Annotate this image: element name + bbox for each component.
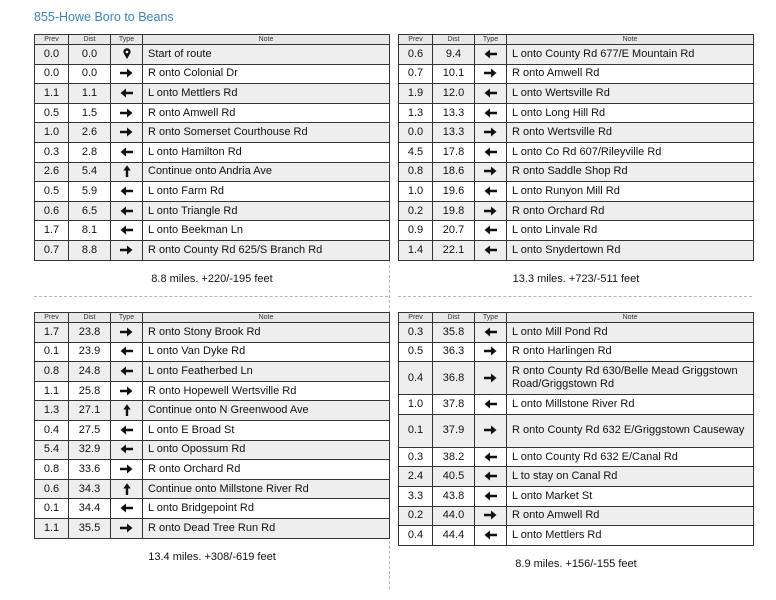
cue-row — [399, 182, 754, 202]
right-arrow-icon — [120, 385, 133, 397]
cue-row — [35, 221, 390, 241]
type-cell — [111, 381, 143, 401]
dist-cell: 13.3 — [433, 103, 475, 123]
prev-cell: 2.6 — [35, 162, 69, 182]
right-arrow-icon — [120, 326, 133, 338]
cue-row — [35, 84, 390, 104]
note-cell: R onto Amwell Rd — [507, 64, 754, 84]
cue-row — [399, 447, 754, 467]
right-arrow-icon — [120, 463, 133, 475]
note-cell: R onto Harlingen Rd — [507, 342, 754, 362]
note-cell: R onto County Rd 625/S Branch Rd — [143, 240, 390, 260]
right-arrow-icon — [120, 244, 133, 256]
col-dist-header: Dist — [433, 313, 475, 323]
prev-cell: 0.6 — [35, 479, 69, 499]
type-cell — [111, 123, 143, 143]
dist-cell: 37.8 — [433, 395, 475, 415]
note-cell: R onto Somerset Courthouse Rd — [143, 123, 390, 143]
type-cell — [475, 486, 507, 506]
dist-cell: 27.1 — [69, 401, 111, 421]
note-cell: L onto Opossum Rd — [143, 440, 390, 460]
cue-table — [398, 312, 754, 546]
cue-row — [399, 467, 754, 487]
prev-cell: 1.3 — [399, 103, 433, 123]
dist-cell: 8.8 — [69, 240, 111, 260]
prev-cell: 0.4 — [35, 420, 69, 440]
left-arrow-icon — [120, 185, 133, 197]
note-cell: L onto Wertsville Rd — [507, 84, 754, 104]
type-cell — [475, 506, 507, 526]
prev-cell: 0.8 — [399, 162, 433, 182]
right-arrow-icon — [484, 67, 497, 79]
prev-cell: 1.0 — [35, 123, 69, 143]
type-cell — [475, 221, 507, 241]
note-cell: L to stay on Canal Rd — [507, 467, 754, 487]
col-dist-header: Dist — [433, 35, 475, 45]
left-arrow-icon — [484, 326, 497, 338]
note-cell: Continue onto Andria Ave — [143, 162, 390, 182]
type-cell — [475, 201, 507, 221]
note-cell: L onto Hamilton Rd — [143, 142, 390, 162]
type-cell — [475, 526, 507, 546]
header-row — [399, 35, 754, 45]
note-cell: R onto Stony Brook Rd — [143, 323, 390, 343]
note-cell: L onto Mill Pond Rd — [507, 323, 754, 343]
note-cell: Continue onto N Greenwood Ave — [143, 401, 390, 421]
cue-section-3 — [34, 312, 390, 563]
right-arrow-icon — [484, 165, 497, 177]
prev-cell: 0.5 — [35, 103, 69, 123]
prev-cell: 0.1 — [35, 499, 69, 519]
dist-cell: 32.9 — [69, 440, 111, 460]
type-cell — [475, 395, 507, 415]
cue-row — [35, 342, 390, 362]
dist-cell: 33.6 — [69, 460, 111, 480]
dist-cell: 9.4 — [433, 45, 475, 65]
cue-row — [399, 506, 754, 526]
cue-row — [35, 45, 390, 65]
straight-arrow-icon — [123, 404, 131, 416]
prev-cell: 0.7 — [399, 64, 433, 84]
type-cell — [111, 460, 143, 480]
prev-cell: 0.6 — [399, 45, 433, 65]
dist-cell: 23.9 — [69, 342, 111, 362]
cue-row — [35, 323, 390, 343]
note-cell: R onto Orchard Rd — [507, 201, 754, 221]
dist-cell: 44.0 — [433, 506, 475, 526]
note-cell: L onto Triangle Rd — [143, 201, 390, 221]
type-cell — [475, 362, 507, 395]
cue-row — [399, 342, 754, 362]
dist-cell: 25.8 — [69, 381, 111, 401]
dist-cell: 12.0 — [433, 84, 475, 104]
dist-cell: 34.4 — [69, 499, 111, 519]
prev-cell: 2.4 — [399, 467, 433, 487]
cue-row — [399, 526, 754, 546]
dist-cell: 24.8 — [69, 362, 111, 382]
cue-row — [399, 64, 754, 84]
type-cell — [111, 162, 143, 182]
type-cell — [111, 420, 143, 440]
note-cell: L onto Market St — [507, 486, 754, 506]
prev-cell: 1.0 — [399, 395, 433, 415]
left-arrow-icon — [484, 490, 497, 502]
type-cell — [475, 64, 507, 84]
cue-row — [35, 240, 390, 260]
right-arrow-icon — [484, 509, 497, 521]
note-cell: Continue onto Millstone River Rd — [143, 479, 390, 499]
note-cell: L onto County Rd 677/E Mountain Rd — [507, 45, 754, 65]
dist-cell: 2.6 — [69, 123, 111, 143]
dist-cell: 44.4 — [433, 526, 475, 546]
cue-row — [399, 142, 754, 162]
cue-row — [399, 486, 754, 506]
cue-row — [35, 64, 390, 84]
cue-row — [35, 420, 390, 440]
type-cell — [475, 342, 507, 362]
dist-cell: 13.3 — [433, 123, 475, 143]
left-arrow-icon — [484, 244, 497, 256]
start-pin-icon — [123, 48, 131, 60]
prev-cell: 0.8 — [35, 362, 69, 382]
prev-cell: 0.7 — [35, 240, 69, 260]
section-summary: 8.8 miles. +220/-195 feet — [151, 272, 273, 285]
prev-cell: 0.0 — [35, 64, 69, 84]
left-arrow-icon — [484, 87, 497, 99]
col-note-header: Note — [507, 35, 754, 45]
prev-cell: 0.3 — [35, 142, 69, 162]
col-dist-header: Dist — [69, 313, 111, 323]
type-cell — [111, 518, 143, 538]
header-row — [35, 35, 390, 45]
note-cell: L onto Farm Rd — [143, 182, 390, 202]
prev-cell: 1.1 — [35, 84, 69, 104]
section-summary: 13.4 miles. +308/-619 feet — [148, 550, 276, 563]
right-arrow-icon — [120, 107, 133, 119]
right-arrow-icon — [120, 522, 133, 534]
prev-cell: 3.3 — [399, 486, 433, 506]
prev-cell: 0.5 — [35, 182, 69, 202]
prev-cell: 0.1 — [35, 342, 69, 362]
dist-cell: 20.7 — [433, 221, 475, 241]
header-row — [399, 313, 754, 323]
prev-cell: 0.9 — [399, 221, 433, 241]
cue-row — [35, 162, 390, 182]
note-cell: L onto Mettlers Rd — [143, 84, 390, 104]
col-note-header: Note — [507, 313, 754, 323]
prev-cell: 1.7 — [35, 221, 69, 241]
col-note-header: Note — [143, 35, 390, 45]
left-arrow-icon — [120, 424, 133, 436]
section-summary: 8.9 miles. +156/-155 feet — [515, 557, 637, 570]
note-cell: L onto Van Dyke Rd — [143, 342, 390, 362]
dist-cell: 40.5 — [433, 467, 475, 487]
dist-cell: 1.5 — [69, 103, 111, 123]
type-cell — [475, 162, 507, 182]
dist-cell: 36.3 — [433, 342, 475, 362]
dist-cell: 22.1 — [433, 240, 475, 260]
prev-cell: 5.4 — [35, 440, 69, 460]
note-cell: L onto Runyon Mill Rd — [507, 182, 754, 202]
col-prev-header: Prev — [35, 35, 69, 45]
cue-row — [35, 440, 390, 460]
prev-cell: 4.5 — [399, 142, 433, 162]
prev-cell: 0.2 — [399, 201, 433, 221]
type-cell — [111, 479, 143, 499]
note-cell: R onto Dead Tree Run Rd — [143, 518, 390, 538]
right-arrow-icon — [484, 372, 497, 384]
left-arrow-icon — [120, 87, 133, 99]
dist-cell: 19.8 — [433, 201, 475, 221]
straight-arrow-icon — [123, 165, 131, 177]
cue-row — [399, 84, 754, 104]
prev-cell: 0.0 — [399, 123, 433, 143]
type-cell — [111, 182, 143, 202]
cue-row — [399, 45, 754, 65]
type-cell — [111, 221, 143, 241]
left-arrow-icon — [484, 107, 497, 119]
prev-cell: 0.0 — [35, 45, 69, 65]
dist-cell: 35.8 — [433, 323, 475, 343]
note-cell: L onto Linvale Rd — [507, 221, 754, 241]
type-cell — [475, 45, 507, 65]
dist-cell: 27.5 — [69, 420, 111, 440]
left-arrow-icon — [484, 451, 497, 463]
type-cell — [111, 201, 143, 221]
note-cell: R onto Orchard Rd — [143, 460, 390, 480]
type-cell — [111, 64, 143, 84]
left-arrow-icon — [120, 224, 133, 236]
cue-row — [35, 103, 390, 123]
dist-cell: 37.9 — [433, 414, 475, 447]
left-arrow-icon — [484, 224, 497, 236]
horizontal-divider-left — [34, 296, 388, 297]
note-cell: R onto Amwell Rd — [507, 506, 754, 526]
cue-row — [35, 182, 390, 202]
type-cell — [111, 499, 143, 519]
dist-cell: 6.5 — [69, 201, 111, 221]
left-arrow-icon — [484, 470, 497, 482]
right-arrow-icon — [484, 126, 497, 138]
prev-cell: 1.9 — [399, 84, 433, 104]
left-arrow-icon — [484, 146, 497, 158]
note-cell: R onto Wertsville Rd — [507, 123, 754, 143]
cue-row — [35, 123, 390, 143]
note-cell: L onto Co Rd 607/Rileyville Rd — [507, 142, 754, 162]
note-cell: R onto Hopewell Wertsville Rd — [143, 381, 390, 401]
note-cell: L onto County Rd 632 E/Canal Rd — [507, 447, 754, 467]
type-cell — [111, 84, 143, 104]
dist-cell: 10.1 — [433, 64, 475, 84]
cue-row — [35, 142, 390, 162]
type-cell — [111, 440, 143, 460]
cue-row — [399, 414, 754, 447]
straight-arrow-icon — [123, 483, 131, 495]
note-cell: L onto Long Hill Rd — [507, 103, 754, 123]
horizontal-divider-right — [398, 296, 752, 297]
prev-cell: 0.3 — [399, 323, 433, 343]
note-cell: Start of route — [143, 45, 390, 65]
dist-cell: 1.1 — [69, 84, 111, 104]
dist-cell: 36.8 — [433, 362, 475, 395]
note-cell: R onto County Rd 632 E/Griggstown Causeway — [507, 414, 754, 447]
cue-row — [399, 240, 754, 260]
note-cell: R onto Colonial Dr — [143, 64, 390, 84]
left-arrow-icon — [120, 443, 133, 455]
prev-cell: 1.0 — [399, 182, 433, 202]
prev-cell: 0.2 — [399, 506, 433, 526]
type-cell — [111, 362, 143, 382]
cue-section-4 — [398, 312, 754, 570]
prev-cell: 1.4 — [399, 240, 433, 260]
right-arrow-icon — [484, 424, 497, 436]
dist-cell: 17.8 — [433, 142, 475, 162]
cue-row — [399, 362, 754, 395]
left-arrow-icon — [120, 146, 133, 158]
cue-row — [35, 362, 390, 382]
dist-cell: 34.3 — [69, 479, 111, 499]
prev-cell: 1.7 — [35, 323, 69, 343]
dist-cell: 35.5 — [69, 518, 111, 538]
prev-cell: 0.1 — [399, 414, 433, 447]
type-cell — [111, 240, 143, 260]
dist-cell: 8.1 — [69, 221, 111, 241]
prev-cell: 1.3 — [35, 401, 69, 421]
type-cell — [475, 447, 507, 467]
cue-row — [399, 323, 754, 343]
prev-cell: 0.8 — [35, 460, 69, 480]
right-arrow-icon — [484, 345, 497, 357]
type-cell — [475, 467, 507, 487]
col-type-header: Type — [475, 35, 507, 45]
note-cell: L onto Snydertown Rd — [507, 240, 754, 260]
prev-cell: 0.4 — [399, 362, 433, 395]
cue-row — [399, 201, 754, 221]
note-cell: L onto E Broad St — [143, 420, 390, 440]
prev-cell: 0.3 — [399, 447, 433, 467]
cue-row — [399, 221, 754, 241]
note-cell: L onto Beekman Ln — [143, 221, 390, 241]
note-cell: R onto Saddle Shop Rd — [507, 162, 754, 182]
prev-cell: 1.1 — [35, 518, 69, 538]
type-cell — [475, 414, 507, 447]
cue-table — [398, 34, 754, 261]
prev-cell: 0.4 — [399, 526, 433, 546]
type-cell — [111, 342, 143, 362]
dist-cell: 18.6 — [433, 162, 475, 182]
col-type-header: Type — [475, 313, 507, 323]
col-type-header: Type — [111, 313, 143, 323]
left-arrow-icon — [484, 185, 497, 197]
left-arrow-icon — [484, 48, 497, 60]
prev-cell: 0.6 — [35, 201, 69, 221]
dist-cell: 38.2 — [433, 447, 475, 467]
col-prev-header: Prev — [399, 35, 433, 45]
cue-row — [35, 401, 390, 421]
type-cell — [475, 182, 507, 202]
type-cell — [475, 142, 507, 162]
cue-row — [35, 201, 390, 221]
left-arrow-icon — [120, 502, 133, 514]
left-arrow-icon — [120, 345, 133, 357]
col-prev-header: Prev — [399, 313, 433, 323]
header-row — [35, 313, 390, 323]
cue-row — [35, 460, 390, 480]
col-note-header: Note — [143, 313, 390, 323]
note-cell: L onto Featherbed Ln — [143, 362, 390, 382]
cue-section-2 — [398, 34, 754, 285]
dist-cell: 5.9 — [69, 182, 111, 202]
cue-row — [35, 518, 390, 538]
note-cell: L onto Millstone River Rd — [507, 395, 754, 415]
cue-row — [399, 123, 754, 143]
right-arrow-icon — [484, 205, 497, 217]
right-arrow-icon — [120, 67, 133, 79]
col-prev-header: Prev — [35, 313, 69, 323]
dist-cell: 0.0 — [69, 64, 111, 84]
cue-section-1 — [34, 34, 390, 285]
type-cell — [475, 240, 507, 260]
type-cell — [111, 401, 143, 421]
prev-cell: 1.1 — [35, 381, 69, 401]
dist-cell: 23.8 — [69, 323, 111, 343]
dist-cell: 2.8 — [69, 142, 111, 162]
section-summary: 13.3 miles. +723/-511 feet — [512, 272, 640, 285]
dist-cell: 43.8 — [433, 486, 475, 506]
type-cell — [111, 103, 143, 123]
type-cell — [475, 323, 507, 343]
route-title: 855-Howe Boro to Beans — [34, 10, 174, 24]
cue-row — [35, 381, 390, 401]
type-cell — [475, 103, 507, 123]
type-cell — [111, 323, 143, 343]
type-cell — [111, 45, 143, 65]
right-arrow-icon — [120, 126, 133, 138]
note-cell: R onto County Rd 630/Belle Mead Griggstown Road/Griggstown Rd — [507, 362, 754, 395]
cue-row — [399, 103, 754, 123]
dist-cell: 5.4 — [69, 162, 111, 182]
col-dist-header: Dist — [69, 35, 111, 45]
left-arrow-icon — [484, 529, 497, 541]
left-arrow-icon — [120, 365, 133, 377]
cue-row — [35, 479, 390, 499]
cue-row — [399, 395, 754, 415]
left-arrow-icon — [120, 205, 133, 217]
type-cell — [475, 84, 507, 104]
cue-row — [35, 499, 390, 519]
type-cell — [475, 123, 507, 143]
prev-cell: 0.5 — [399, 342, 433, 362]
dist-cell: 0.0 — [69, 45, 111, 65]
type-cell — [111, 142, 143, 162]
note-cell: R onto Amwell Rd — [143, 103, 390, 123]
dist-cell: 19.6 — [433, 182, 475, 202]
cue-table — [34, 312, 390, 539]
left-arrow-icon — [484, 398, 497, 410]
cue-table — [34, 34, 390, 261]
col-type-header: Type — [111, 35, 143, 45]
note-cell: L onto Bridgepoint Rd — [143, 499, 390, 519]
cue-row — [399, 162, 754, 182]
note-cell: L onto Mettlers Rd — [507, 526, 754, 546]
